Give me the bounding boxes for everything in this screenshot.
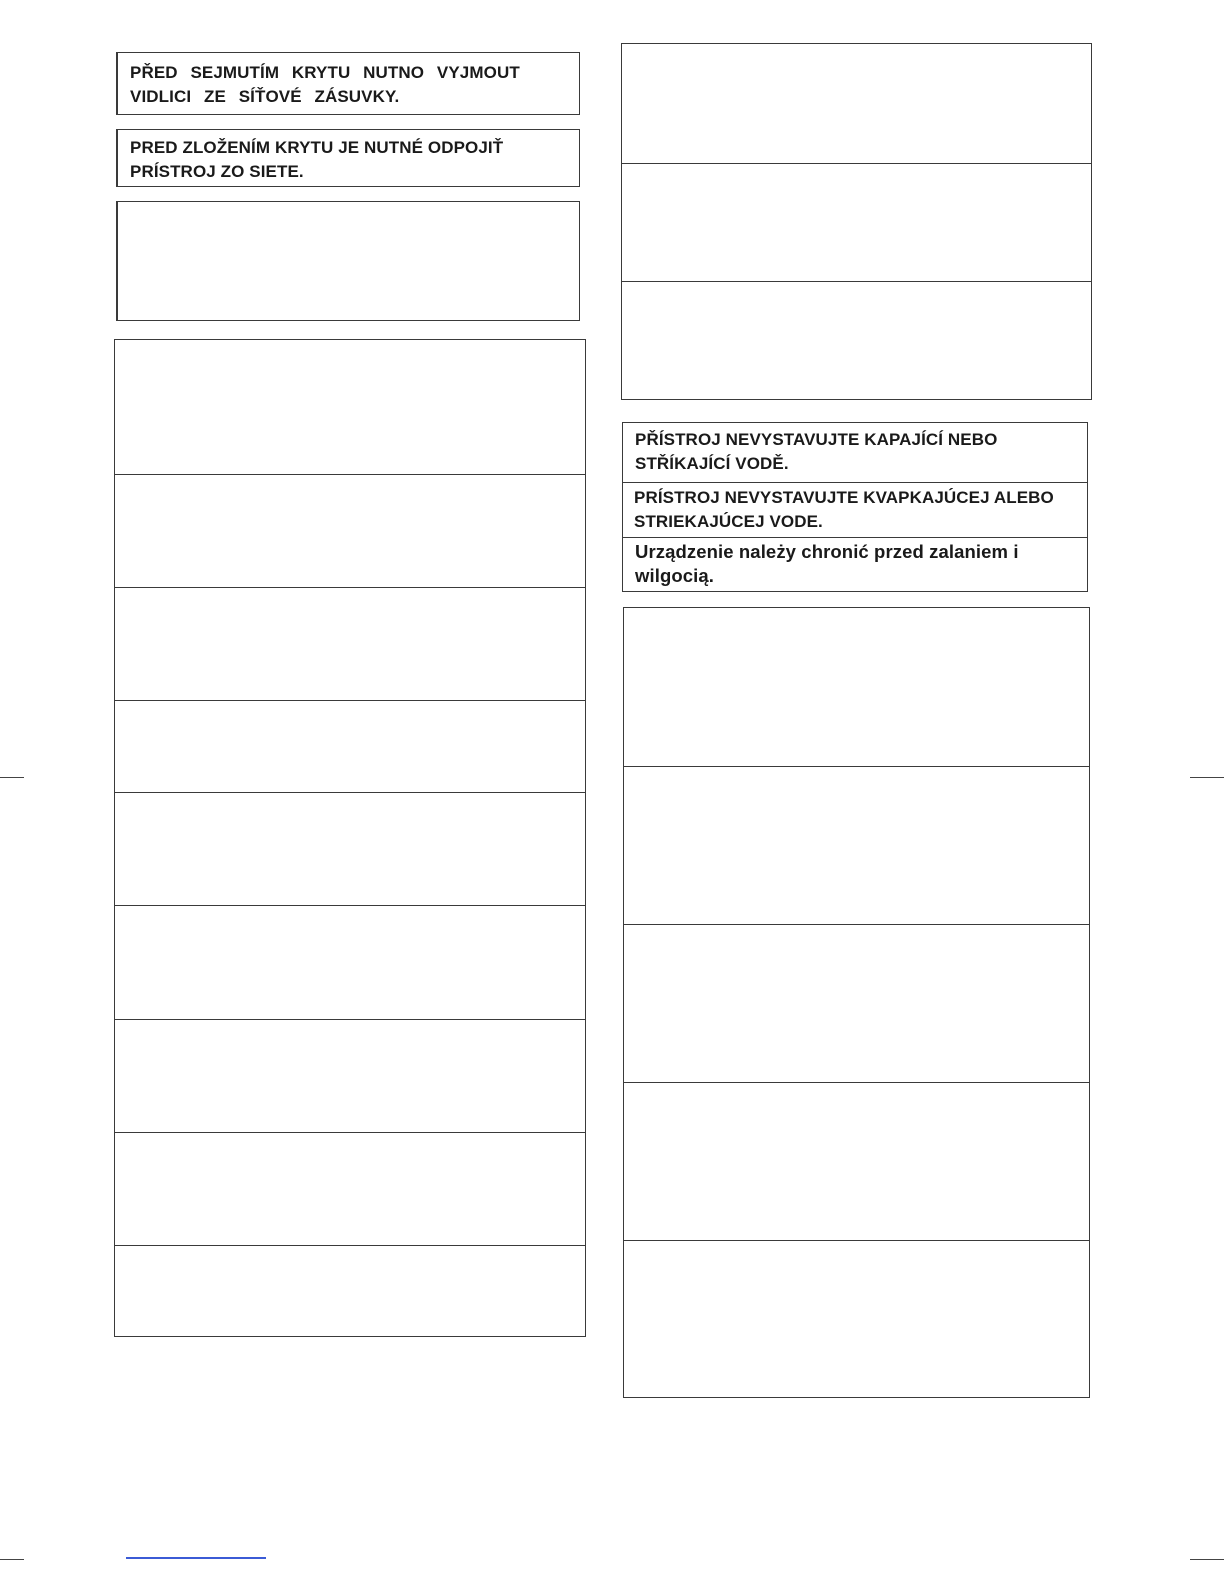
warning-text-sk: PRED ZLOŽENÍM KRYTU JE NUTNÉ ODPOJIŤ PRÍSTROJ ZO SIETE. <box>130 138 504 181</box>
table-cell <box>115 1132 585 1245</box>
left-blank-table <box>114 339 586 1337</box>
table-cell <box>622 281 1091 400</box>
crop-mark-left <box>0 777 24 778</box>
water-warning-pl: Urządzenie należy chronić przed zalaniem i wilgocią. <box>635 541 1019 586</box>
blank-warning-box <box>116 201 580 321</box>
water-warning-cz: PŘÍSTROJ NEVYSTAVUJTE KAPAJÍCÍ NEBO STŘÍKAJÍCÍ VODĚ. <box>635 430 998 473</box>
table-cell <box>115 587 585 700</box>
footer-rule <box>126 1557 266 1559</box>
table-cell <box>624 1082 1089 1240</box>
crop-mark-right <box>1190 777 1224 778</box>
right-top-blank-table <box>621 43 1092 400</box>
table-cell <box>115 340 585 474</box>
table-cell <box>115 792 585 905</box>
warning-box-cz <box>116 52 580 115</box>
table-cell <box>115 474 585 587</box>
table-cell <box>115 1019 585 1132</box>
water-warning-table <box>622 422 1088 592</box>
table-cell <box>624 766 1089 924</box>
table-cell <box>115 1245 585 1337</box>
warning-text-cz: PŘED SEJMUTÍM KRYTU NUTNO VYJMOUT VIDLICI ZE SÍŤOVÉ ZÁSUVKY. <box>130 63 520 106</box>
table-cell <box>624 608 1089 766</box>
water-warning-sk: PRÍSTROJ NEVYSTAVUJTE KVAPKAJÚCEJ ALEBO STRIEKAJÚCEJ VODE. <box>634 488 1054 531</box>
crop-mark-bottom-left <box>0 1559 24 1560</box>
water-warning-cz-cell <box>623 423 1087 482</box>
crop-mark-bottom-right <box>1190 1559 1224 1560</box>
table-cell <box>624 1240 1089 1398</box>
water-warning-sk-cell <box>623 482 1087 537</box>
warning-box-sk <box>116 129 580 187</box>
table-cell <box>624 924 1089 1082</box>
table-cell <box>115 905 585 1019</box>
right-bottom-blank-table <box>623 607 1090 1398</box>
table-cell <box>622 44 1091 163</box>
water-warning-pl-cell <box>623 537 1087 592</box>
table-cell <box>622 163 1091 281</box>
table-cell <box>115 700 585 792</box>
